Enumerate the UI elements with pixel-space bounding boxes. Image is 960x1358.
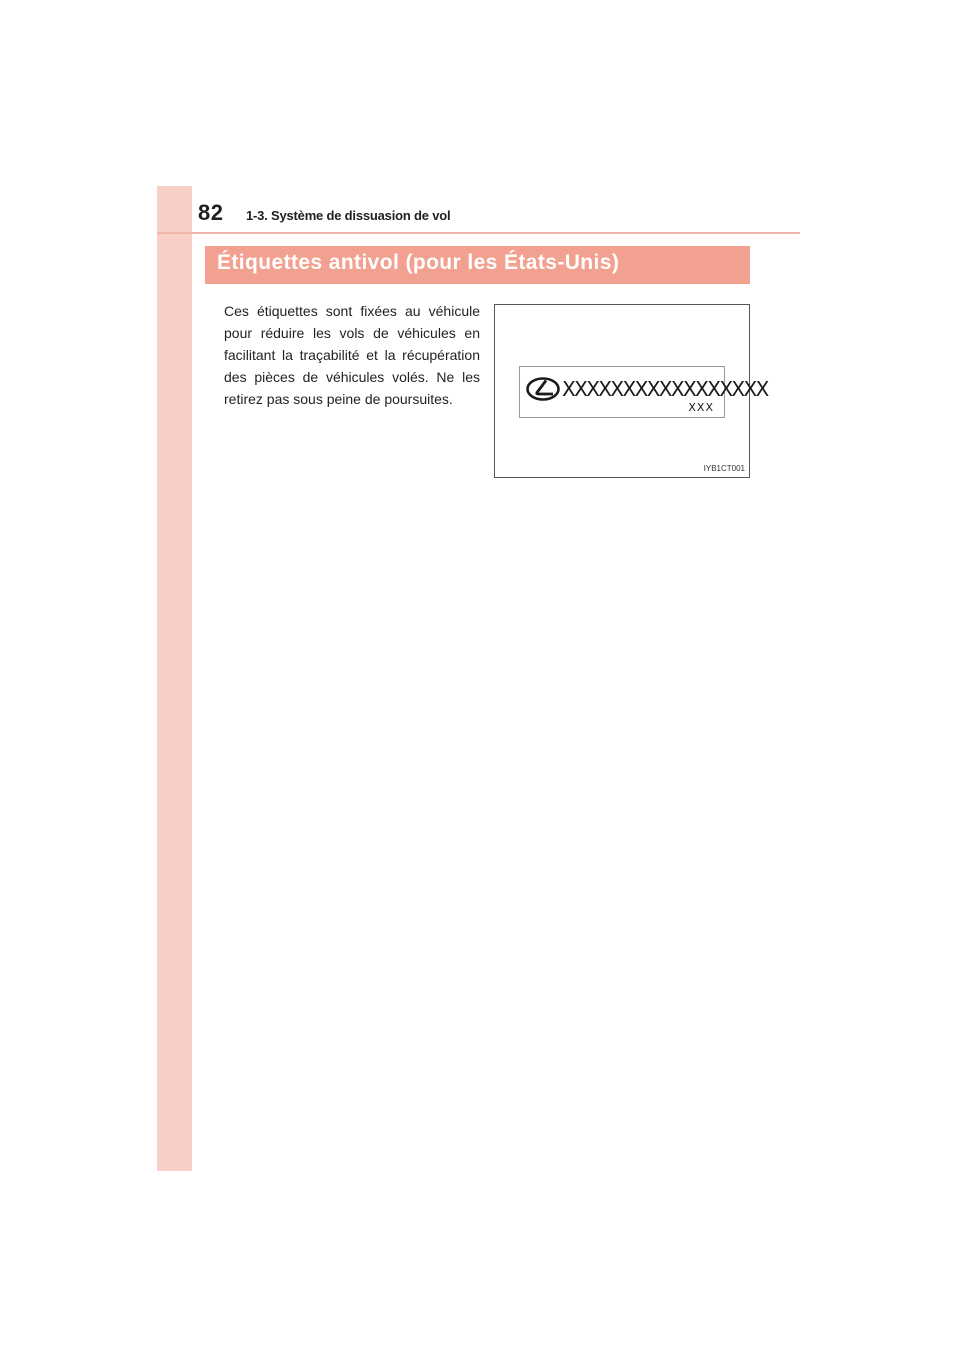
section-title: Étiquettes antivol (pour les États-Unis) <box>217 251 620 274</box>
section-banner <box>205 246 750 284</box>
body-paragraph: Ces étiquettes sont fixées au véhicule pour réduire les vols de véhicules en facilitant la traçabilité et la récupération des pièces de véhicules volés. Ne les retirez pas sous peine de poursuites. <box>224 303 480 407</box>
figure-id: IYB1CT001 <box>703 464 745 473</box>
header-rule <box>157 232 800 234</box>
lexus-logo-icon <box>526 377 560 401</box>
anti-theft-label-figure <box>494 304 768 478</box>
anti-theft-label <box>519 366 768 418</box>
chapter-title: 1-3. Système de dissuasion de vol <box>246 208 451 223</box>
label-suffix: XXX <box>688 401 714 414</box>
label-code: XXXXXXXXXXXXXXXXX <box>562 377 768 401</box>
page-number: 82 <box>198 200 224 225</box>
side-tab-band <box>157 186 192 1171</box>
